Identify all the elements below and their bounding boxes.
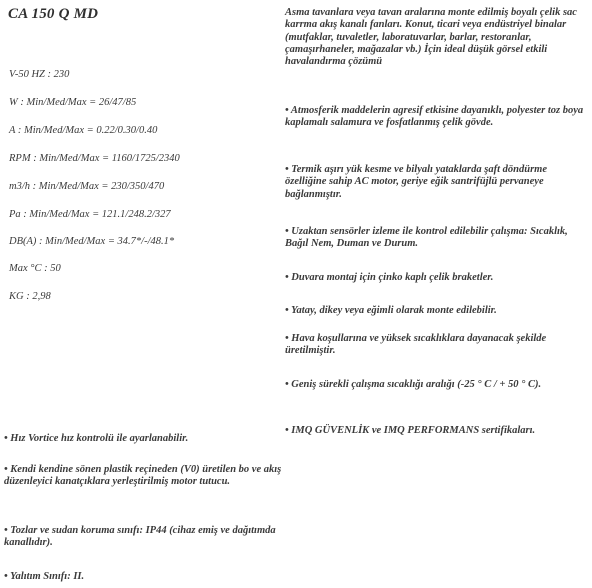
feature-certifications: • IMQ GÜVENLİK ve IMQ PERFORMANS sertifikaları.: [285, 425, 536, 436]
feature-temp-range: • Geniş sürekli çalışma sıcaklığı aralığı (-25 ° C / + 50 ° C).: [285, 379, 542, 390]
spec-rpm: RPM : Min/Med/Max = 1160/1725/2340: [9, 153, 180, 164]
spec-weight: KG : 2,98: [9, 291, 51, 302]
spec-noise: DB(A) : Min/Med/Max = 34.7*/-/48.1*: [9, 236, 175, 247]
feature-motor: • Termik aşırı yük kesme ve bilyalı yataklarda şaft döndürme özelliğine sahip AC motor, geriye eğik santrifüjlü pervaneye bağlanmıştır.: [285, 164, 547, 200]
feature-brackets: • Duvara montaj için çinko kaplı çelik braketler.: [285, 272, 494, 283]
spec-ampere: A : Min/Med/Max = 0.22/0.30/0.40: [9, 125, 158, 136]
feature-mounting: • Yatay, dikey veya eğimli olarak monte edilebilir.: [285, 305, 497, 316]
feature-body: • Atmosferik maddelerin agresif etkisine dayanıklı, polyester toz boya kaplamalı salamura ve fosfatlanmış çelik gövde.: [285, 105, 584, 129]
feature-sensors: • Uzaktan sensörler izleme ile kontrol edilebilir çalışma: Sıcaklık, Bağıl Nem, Duman ve Durum.: [285, 226, 568, 250]
feature-weather: • Hava koşullarına ve yüksek sıcaklıklara dayanacak şekilde üretilmiştir.: [285, 333, 547, 357]
spec-voltage: V-50 HZ : 230: [9, 69, 70, 80]
spec-pressure: Pa : Min/Med/Max = 121.1/248.2/327: [9, 209, 171, 220]
feature-motor-holder: • Kendi kendine sönen plastik reçineden (V0) üretilen bo ve akış düzenleyici kanatçıklara yerleştirilmiş motor tutucu.: [4, 464, 282, 488]
product-description: Asma tavanlara veya tavan aralarına monte edilmiş boyalı çelik sac karrma akış kanalı fanları. Konut, ticari veya endüstriyel binalar (mutfaklar, tuvaletler, laboratuvarlar, barlar, restoranlar, çamaşırhaneler, mağazalar vb.) İçin ideal düşük görsel etkili havalandırma çözümü: [285, 7, 577, 68]
spec-watt: W : Min/Med/Max = 26/47/85: [9, 97, 137, 108]
product-title: CA 150 Q MD: [8, 6, 99, 22]
feature-protection: • Tozlar ve sudan koruma sınıfı: IP44 (cihaz emiş ve dağıtımda kanallıdır).: [4, 525, 276, 549]
feature-speed-control: • Hız Vortice hız kontrolü ile ayarlanabilir.: [4, 433, 189, 444]
spec-max-temp: Max °C : 50: [9, 263, 61, 274]
feature-insulation: • Yalıtım Sınıfı: II.: [4, 571, 85, 582]
spec-airflow: m3/h : Min/Med/Max = 230/350/470: [9, 181, 165, 192]
